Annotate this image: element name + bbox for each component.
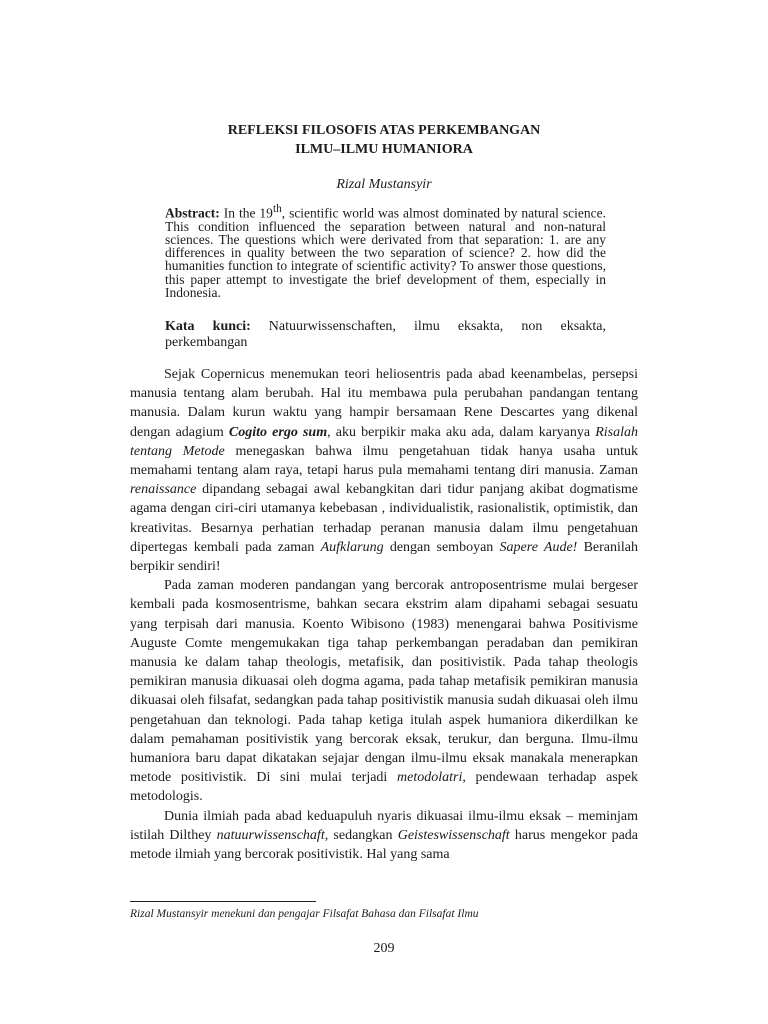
paragraph-text: , aku berpikir maka aku ada, dalam karyanya bbox=[327, 424, 596, 440]
paragraph-text: Sejak Copernicus menemukan teori heliosentris pada abad keenambelas, persepsi manusia tentang alam berubah. Hal itu membawa pula perubahan pandangan tentang manusia. Dalam kurun waktu yang hampir bersamaan Rene Descartes yang dikenal dengan adagium bbox=[130, 367, 638, 440]
footnote: Rizal Mustansyir menekuni dan pengajar Filsafat Bahasa dan Filsafat Ilmu bbox=[130, 908, 479, 920]
emphasis-term: Sapere Aude! bbox=[499, 539, 578, 555]
paragraph-text: Beranilah berpikir sendiri! bbox=[130, 539, 638, 575]
abstract-label: Abstract: bbox=[165, 205, 220, 221]
paragraph bbox=[130, 365, 638, 576]
paragraph-text: dengan semboyan bbox=[383, 539, 500, 555]
paper-title-line-2: ILMU–ILMU HUMANIORA bbox=[295, 142, 473, 157]
footnote-divider bbox=[130, 901, 316, 902]
paragraph-text: dipandang sebagai awal kebangkitan dari tidur panjang akibat dogmatisme agama dengan ciri-ciri utamanya kebebasan , individualistik, rasionalistik, optimistik, dan kreativitas. Besarnya perhatian terhadap peranan manusia dalam ilmu pengetahuan dipertegas kembali pada zaman bbox=[130, 482, 638, 555]
emphasis-term: metodolatri bbox=[397, 770, 463, 786]
emphasis-term: Risalah tentang Metode bbox=[130, 424, 638, 459]
emphasis-term: Cogito ergo sum bbox=[228, 424, 328, 440]
page-number: 209 bbox=[373, 941, 395, 956]
paragraph-text: harus mengekor pada metode ilmiah yang bercorak positivistik. Hal yang sama bbox=[130, 827, 639, 863]
author-name: Rizal Mustansyir bbox=[336, 177, 432, 192]
keywords bbox=[165, 319, 606, 351]
paragraph bbox=[130, 576, 638, 806]
keywords-text: Natuurwissenschaften, ilmu eksakta, non eksakta, perkembangan bbox=[165, 319, 606, 350]
emphasis-term: natuurwissenschaft bbox=[216, 827, 325, 843]
paper-title-line-1: REFLEKSI FILOSOFIS ATAS PERKEMBANGAN bbox=[227, 123, 541, 138]
paragraph-text: menegaskan bahwa ilmu pengetahuan tidak hanya usaha untuk memahami tentang alam raya, tetapi harus pula memahami tentang diri manusia. Zaman bbox=[130, 443, 638, 479]
emphasis-term: Aufklarung bbox=[320, 539, 384, 555]
paragraph-text: Pada zaman moderen pandangan yang bercorak antroposentrisme mulai bergeser kembali pada kosmosentrisme, bahkan secara ekstrim alam dipahami sebagai sesuatu yang terpisah dari manusia. Koento Wibisono (1983) menengarai bahwa Positivisme Auguste Comte mengemukakan tiga tahap perkembangan peradaban dan pemikiran manusia ke dalam tahap theologis, metafisik, dan positivistik. Pada tahap theologis pemikiran manusia dikuasai oleh dogma agama, pada tahap metafisik pemikiran manusia dikuasai oleh filsafat, sedangkan pada tahap positivistik manusia sudah dikuasai oleh ilmu pengetahuan dan teknologi. Pada tahap ketiga itulah aspek humaniora dikerdilkan ke dalam pemahaman positivistik yang bercorak eksak, terukur, dan berguna. Ilmu-ilmu humaniora baru dapat dikatakan sejajar dengan ilmu-ilmu eksak manakala menerapkan metode positivistik. Di sini mulai terjadi bbox=[130, 578, 638, 786]
keywords-label: Kata kunci: bbox=[165, 319, 251, 334]
paragraph-text: Dunia ilmiah pada abad keduapuluh nyaris dikuasai ilmu-ilmu eksak – meminjam istilah Dilthey bbox=[130, 808, 638, 843]
abstract-superscript: th bbox=[272, 203, 282, 215]
abstract-text-start: In the 19 bbox=[219, 205, 273, 221]
paragraph bbox=[130, 807, 638, 865]
abstract bbox=[165, 203, 606, 299]
paragraph-text: , sedangkan bbox=[324, 827, 398, 843]
emphasis-term: renaissance bbox=[130, 482, 197, 498]
paragraph-text: , pendewaan terhadap aspek metodologis. bbox=[130, 770, 638, 805]
body-text bbox=[130, 365, 638, 864]
emphasis-term: Geisteswissenschaft bbox=[397, 827, 510, 843]
abstract-text-rest: , scientific world was almost dominated by natural science. This condition influenced the separation between natural and non-natural sciences. The questions which were derivated from that separation: 1. are any differences in quality between the two separation of science? 2. how did the humanities function to integrate of scientific activity? To answer those questions, this paper attempt to investigate the brief development of them, especially in Indonesia. bbox=[165, 205, 606, 300]
paper-title bbox=[0, 121, 768, 159]
